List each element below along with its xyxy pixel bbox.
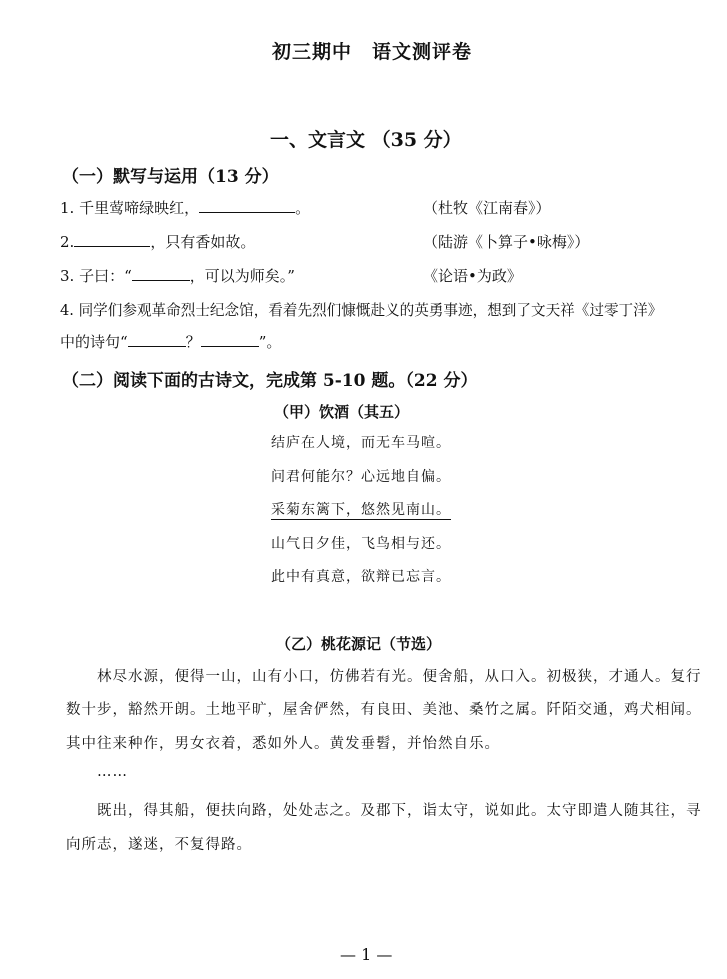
poem-line-3-underlined: 采菊东篱下，悠然见南山。 [271, 502, 451, 518]
q1-source: （杜牧《江南春》） [423, 199, 551, 217]
q2-text-after: ，只有香如故。 [150, 233, 256, 251]
poem-line-2: 问君何能尔？心远地自偏。 [271, 469, 451, 485]
q3-source: 《论语•为政》 [423, 267, 522, 285]
poem-line-5: 此中有真意，欲辩已忘言。 [271, 569, 451, 585]
q4-answer-blank-2[interactable] [201, 331, 259, 347]
prose-p2-line-2: 向所志，遂迷，不复得路。 [66, 837, 252, 853]
q2-source: （陆游《卜算子•咏梅》） [423, 233, 590, 251]
q1-answer-blank[interactable] [199, 197, 295, 213]
poem-title: （甲）饮酒（其五） [274, 403, 410, 421]
q1-text-after: 。 [295, 199, 311, 217]
page-number: — 1 — [340, 945, 393, 964]
q4-text-before: 中的诗句“ [60, 333, 128, 351]
q4-text-mid: ？ [185, 333, 201, 351]
q1-text-before: 1. 千里莺啼绿映红， [60, 199, 200, 217]
prose-ellipsis: …… [97, 764, 128, 780]
question-1 [60, 197, 310, 218]
question-4-line1: 4. 同学们参观革命烈士纪念馆，看着先烈们慷慨赴义的英勇事迹，想到了文天祥《过零丁洋》 [60, 302, 663, 319]
poem-line-4: 山气日夕佳，飞鸟相与还。 [271, 536, 451, 552]
section1-heading: （一）默写与运用（13 分） [62, 167, 279, 187]
prose-p2-line-1: 既出，得其船，便扶向路，处处志之。及郡下，诣太守，说如此。太守即遣人随其往，寻 [97, 803, 702, 819]
q4-text-after: ”。 [258, 333, 282, 351]
q3-text-after: ，可以为师矣。” [189, 267, 295, 285]
question-3 [60, 265, 295, 286]
prose-p1-line-3: 其中往来种作，男女衣着，悉如外人。黄发垂髫，并怡然自乐。 [66, 736, 500, 752]
q3-answer-blank[interactable] [132, 265, 190, 281]
part-heading: 一、文言文 （35 分） [270, 129, 462, 151]
q2-answer-blank[interactable] [74, 231, 150, 247]
q2-text-before: 2. [60, 233, 75, 251]
exam-title: 初三期中 语文测评卷 [272, 41, 473, 63]
prose-p1-line-1: 林尽水源，便得一山，山有小口，仿佛若有光。便舍船，从口入。初极狭，才通人。复行 [97, 669, 702, 685]
q3-text-before: 3. 子曰：“ [60, 267, 132, 285]
question-2 [60, 231, 255, 252]
section2-heading: （二）阅读下面的古诗文，完成第 5-10 题。（22 分） [62, 371, 478, 391]
prose-title: （乙）桃花源记（节选） [276, 635, 442, 653]
q4-answer-blank-1[interactable] [128, 331, 186, 347]
question-4-line2 [60, 331, 281, 352]
poem-line-1: 结庐在人境，而无车马喧。 [271, 435, 451, 451]
prose-p1-line-2: 数十步，豁然开朗。土地平旷，屋舍俨然，有良田、美池、桑竹之属。阡陌交通，鸡犬相闻。 [66, 702, 702, 718]
